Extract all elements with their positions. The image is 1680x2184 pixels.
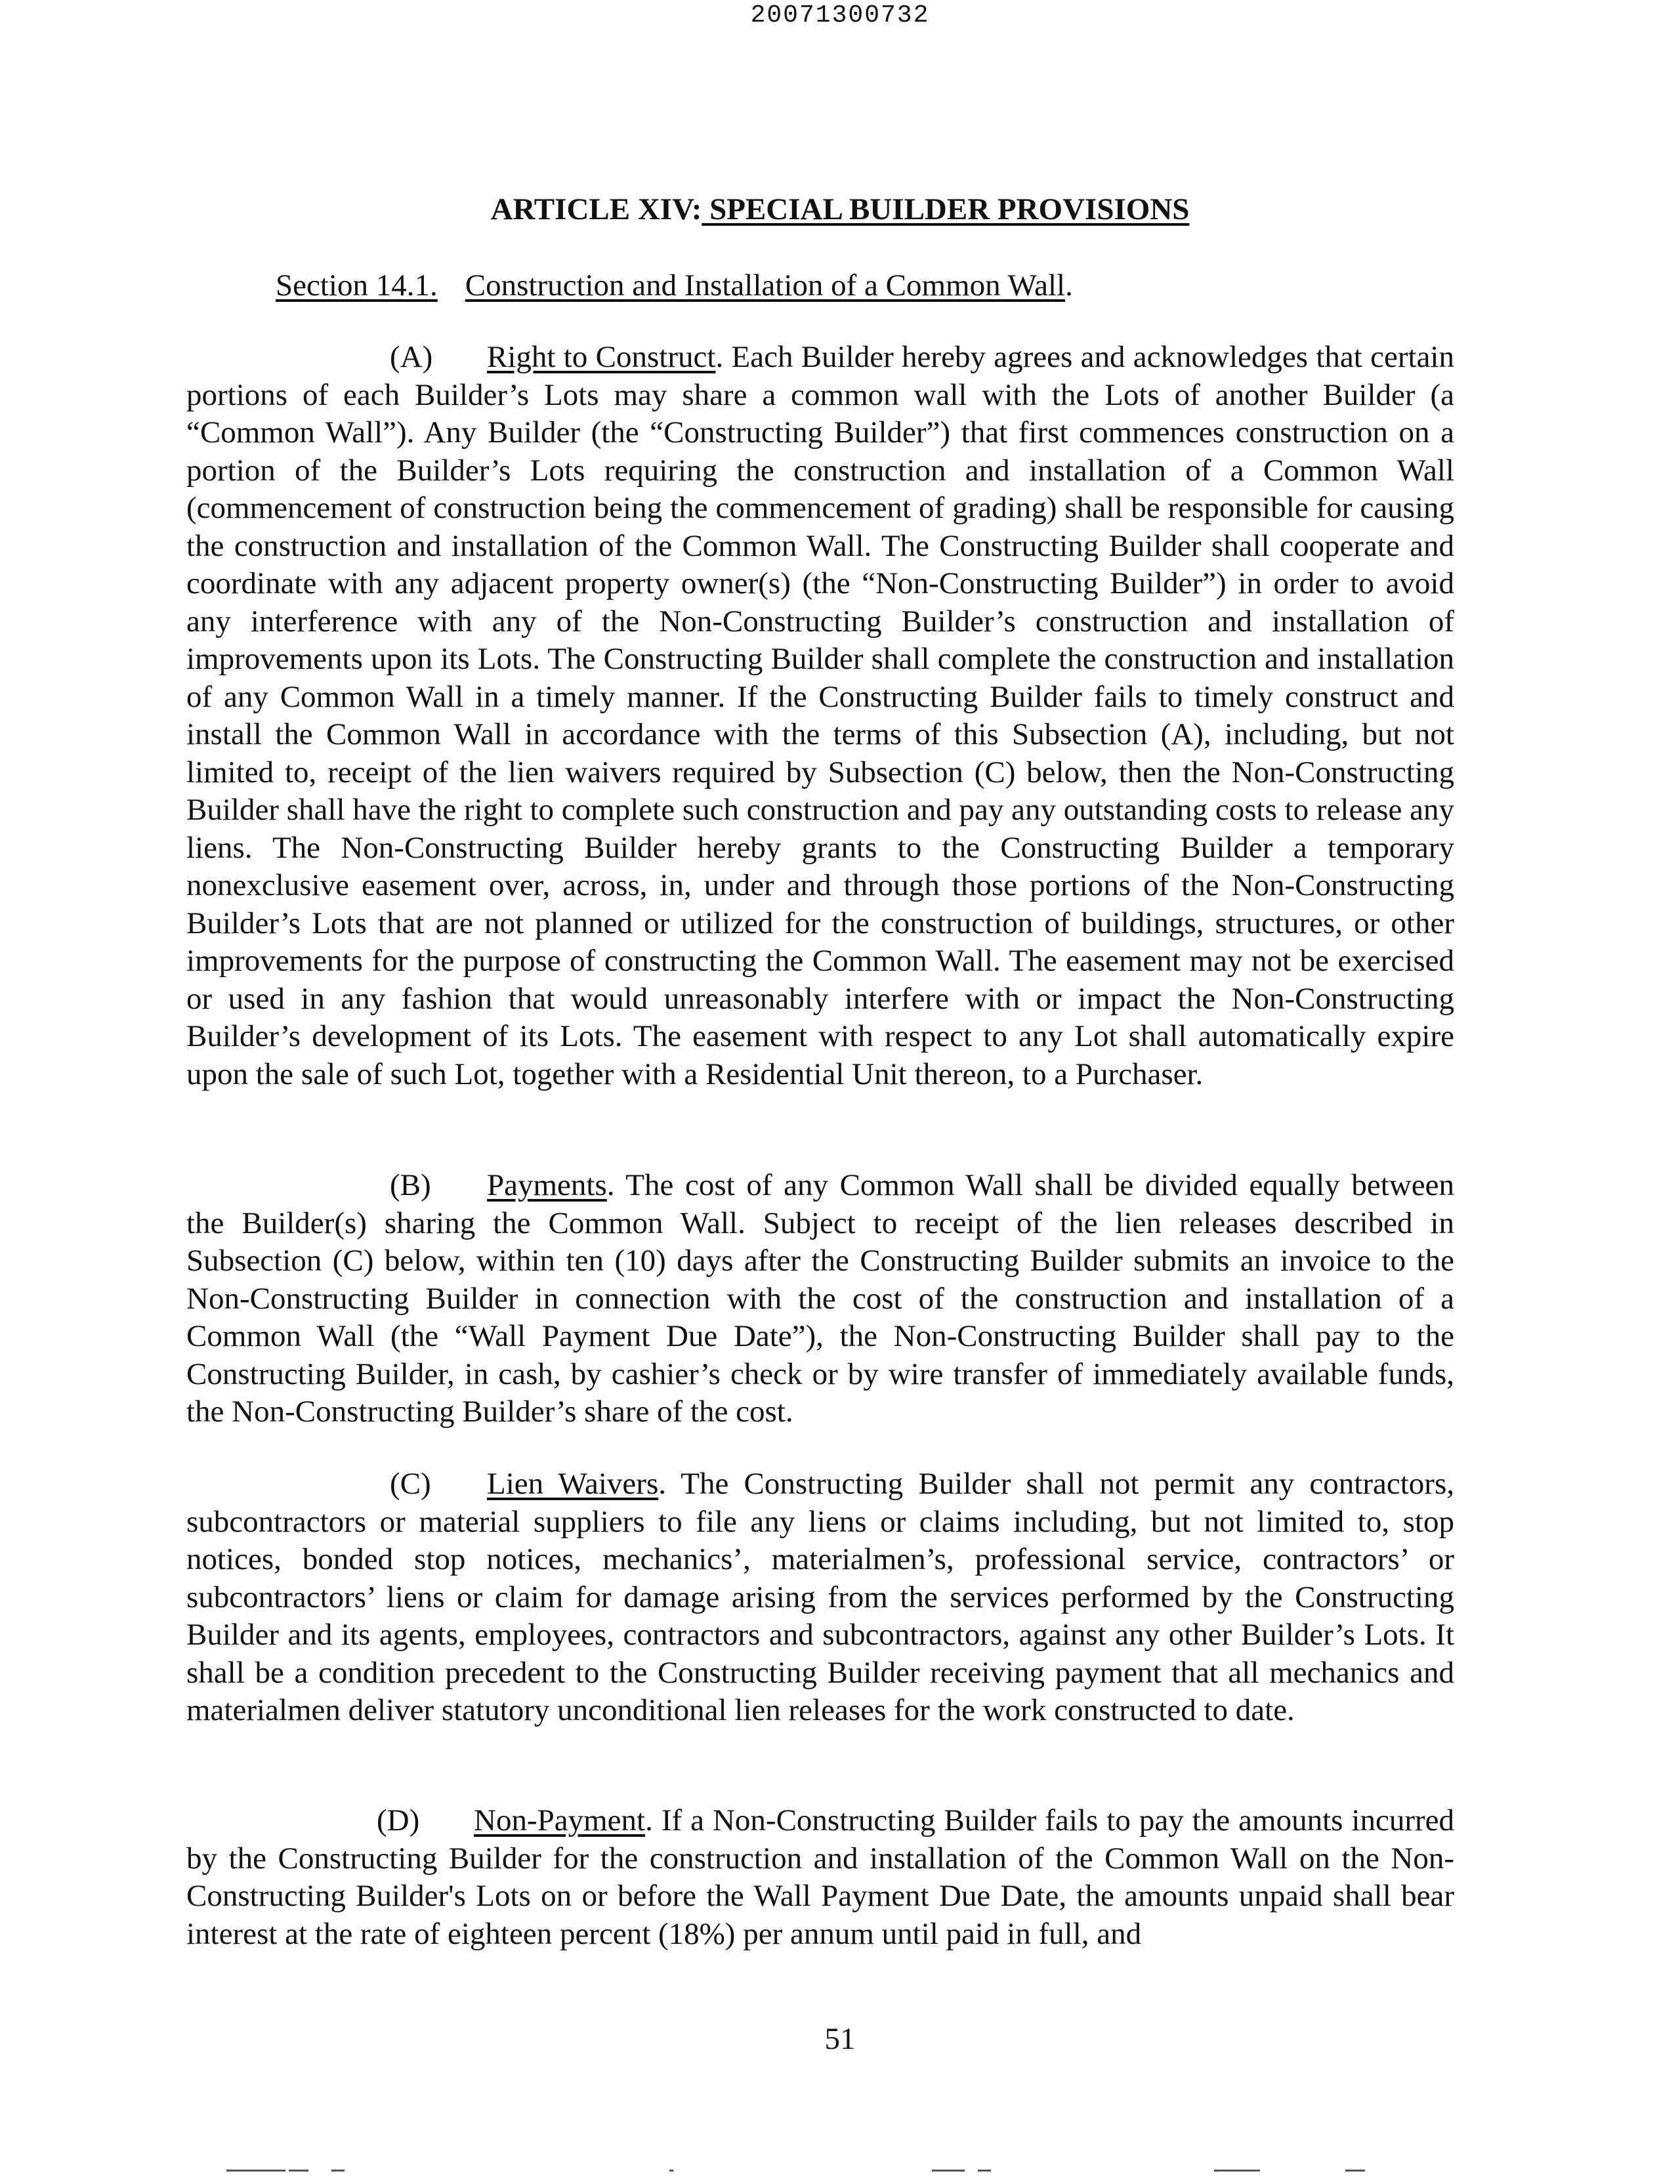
paragraph-d (186, 1802, 1454, 1953)
paragraph-heading: Payments (487, 1168, 607, 1202)
paragraph-heading: Lien Waivers (487, 1467, 659, 1501)
paragraph-marker: (C) (390, 1467, 431, 1501)
section-title: Construction and Installation of a Common Wall (465, 268, 1066, 303)
article-title-underlined: SPECIAL BUILDER PROVISIONS (702, 192, 1190, 226)
scan-artifacts (0, 2170, 1680, 2174)
paragraph-text: . The cost of any Common Wall shall be divided equally between the Builder(s) sharing the Common Wall. Subject to receipt of the lien releases described in Subsection (C) below, within ten (10) days after the Constructing Builder submits an invoice to the Non-Constructing Builder in connection with the cost of the construction and installation of a Common Wall (the “Wall Payment Due Date”), the Non-Constructing Builder shall pay to the Constructing Builder, in cash, by cashier’s check or by wire transfer of immediately available funds, the Non-Constructing Builder’s share of the cost. (186, 1168, 1454, 1429)
section-heading: Section 14.1. Construction and Installation of a Common Wall. (276, 268, 1073, 303)
paragraph-heading: Non-Payment (474, 1803, 646, 1838)
page-number: 51 (824, 2022, 856, 2056)
paragraph-b (186, 1167, 1454, 1431)
paragraph-c (186, 1465, 1454, 1730)
document-number: 20071300732 (750, 1, 930, 30)
paragraph-text: . Each Builder hereby agrees and acknowledges that certain portions of each Builder’s Lots may share a common wall with the Lots of another Builder (a “Common Wall”). Any Builder (the “Constructing Builder”) that first commences construction on a portion of the Builder’s Lots requiring the construction and installation of a Common Wall (commencement of construction being the commencement of grading) shall be responsible for causing the construction and installation of the Common Wall. The Constructing Builder shall cooperate and coordinate with any adjacent property owner(s) (the “Non-Constructing Builder”) in order to avoid any interference with any of the Non-Constructing Builder’s construction and installation of improvements upon its Lots. The Constructing Builder shall complete the construction and installation of any Common Wall in a timely manner. If the Constructing Builder fails to timely construct and install the Common Wall in accordance with the terms of this Subsection (A), including, but not limited to, receipt of the lien waivers required by Subsection (C) below, then the Non-Constructing Builder shall have the right to complete such construction and pay any outstanding costs to release any liens. The Non-Constructing Builder hereby grants to the Constructing Builder a temporary nonexclusive easement over, across, in, under and through those portions of the Non-Constructing Builder’s Lots that are not planned or utilized for the construction of buildings, structures, or other improvements for the purpose of constructing the Common Wall. The easement may not be exercised or used in any fashion that would unreasonably interfere with or impact the Non-Constructing Builder’s development of its Lots. The easement with respect to any Lot shall automatically expire upon the sale of such Lot, together with a Residential Unit thereon, to a Purchaser. (186, 340, 1454, 1091)
article-title (0, 192, 1680, 227)
paragraph-heading: Right to Construct (487, 340, 716, 374)
paragraph-marker: (A) (390, 340, 433, 374)
paragraph-text: . The Constructing Builder shall not permit any contractors, subcontractors or material suppliers to file any liens or claims including, but not limited to, stop notices, bonded stop notices, mechanics’, materialmen’s, professional service, contractors’ or subcontractors’ liens or claim for damage arising from the services performed by the Constructing Builder and its agents, employees, contractors and subcontractors, against any other Builder’s Lots. It shall be a condition precedent to the Constructing Builder receiving payment that all mechanics and materialmen deliver statutory unconditional lien releases for the work constructed to date. (186, 1467, 1454, 1727)
paragraph-a (186, 339, 1454, 1093)
paragraph-marker: (B) (390, 1168, 431, 1202)
article-title-prefix: ARTICLE XIV: (490, 192, 702, 226)
section-number: Section 14.1. (276, 268, 438, 303)
paragraph-text: . If a Non-Constructing Builder fails to pay the amounts incurred by the Constructing Builder for the construction and installation of the Common Wall on the Non-Constructing Builder's Lots on or before the Wall Payment Due Date, the amounts unpaid shall bear interest at the rate of eighteen percent (18%) per annum until paid in full, and (186, 1803, 1454, 1951)
paragraph-marker: (D) (377, 1803, 420, 1838)
